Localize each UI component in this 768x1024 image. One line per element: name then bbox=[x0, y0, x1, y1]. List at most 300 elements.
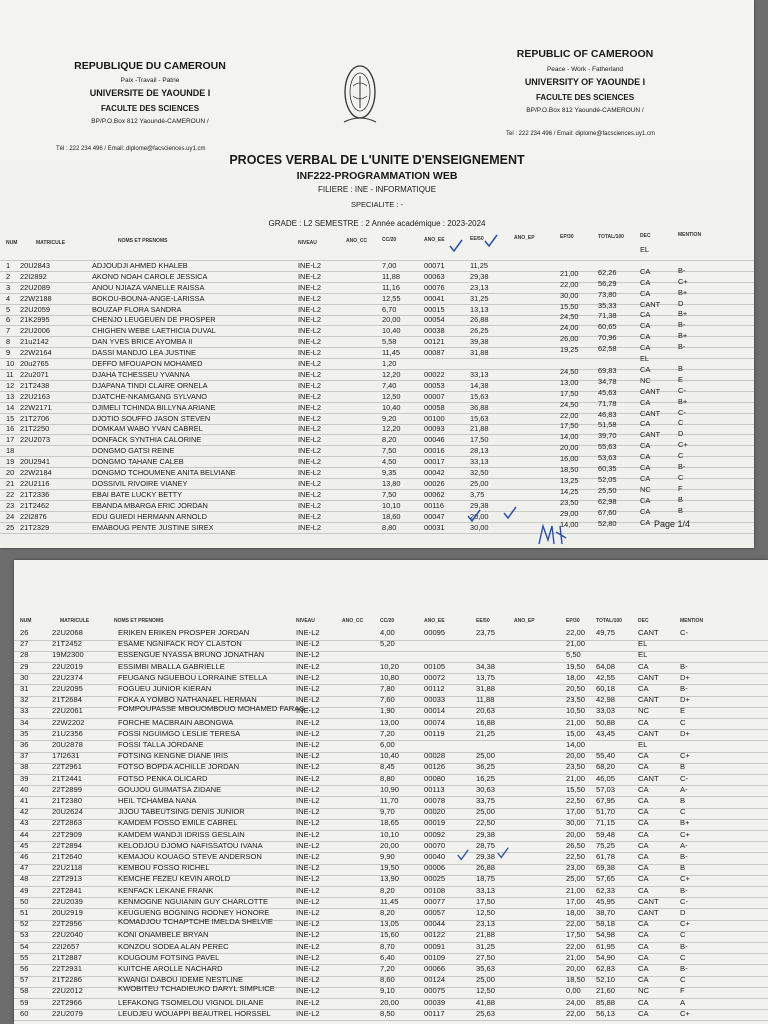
row-number: 55 bbox=[20, 952, 29, 962]
ano-ee-cell: 00119 bbox=[424, 728, 445, 738]
niveau-cell: INE-L2 bbox=[296, 997, 320, 1007]
ep-score-cell: 20,00 bbox=[566, 751, 586, 761]
mention-cell: B- bbox=[680, 684, 688, 693]
student-name-cell: KEMAJOU KOUAGO STEVE ANDERSON bbox=[118, 852, 262, 861]
decision-cell: CA bbox=[638, 874, 649, 884]
ano-ee-cell: 00093 bbox=[424, 424, 445, 434]
total-score-cell: 60,65 bbox=[598, 322, 617, 332]
decision-cell: CA bbox=[638, 930, 649, 940]
mention-cell: B bbox=[678, 494, 683, 504]
ep-score-cell: 21,00 bbox=[566, 952, 586, 962]
total-score-cell: 71,15 bbox=[596, 818, 616, 828]
ee-score-cell: 15,63 bbox=[470, 391, 489, 401]
ee-score-cell: 17,50 bbox=[470, 435, 489, 445]
decision-cell: CA bbox=[638, 997, 649, 1007]
left-country: REPUBLIQUE DU CAMEROUN bbox=[74, 60, 226, 72]
row-number: 29 bbox=[20, 661, 29, 671]
decision-cell: CA bbox=[638, 964, 649, 973]
header-num: NUM bbox=[20, 618, 32, 624]
ee-score-cell: 21,88 bbox=[470, 424, 489, 434]
niveau-cell: INE-L2 bbox=[296, 975, 320, 985]
cc-score-cell: 11,45 bbox=[382, 348, 400, 358]
row-number: 13 bbox=[6, 391, 15, 401]
decision-cell: CA bbox=[640, 343, 651, 353]
matricule-cell: 21T2887 bbox=[52, 952, 82, 962]
ep-score-cell: 13,25 bbox=[560, 475, 579, 485]
grade-line: GRADE : L2 SEMESTRE : 2 Année académique : 2023-2024 bbox=[268, 219, 486, 228]
ano-ee-cell: 00066 bbox=[424, 964, 446, 973]
mention-cell: B- bbox=[680, 964, 688, 973]
ano-ee-cell: 00057 bbox=[424, 908, 446, 917]
right-faculty: FACULTE DES SCIENCES bbox=[535, 92, 635, 102]
niveau-cell: INE-L2 bbox=[296, 941, 320, 951]
mention-cell: C bbox=[678, 451, 684, 461]
total-score-cell: 50,88 bbox=[596, 717, 616, 727]
row-number: 58 bbox=[20, 986, 29, 996]
total-score-cell: 61,95 bbox=[596, 941, 616, 951]
mention-cell: B- bbox=[680, 661, 688, 671]
student-name-cell: AKONO NOAH CAROLE JESSICA bbox=[92, 271, 208, 281]
total-score-cell: 51,58 bbox=[598, 420, 617, 430]
total-score-cell: 56,29 bbox=[598, 278, 617, 288]
matricule-cell: 21U2356 bbox=[52, 728, 83, 738]
mention-cell: C+ bbox=[680, 874, 690, 884]
niveau-cell: INE-L2 bbox=[296, 1008, 320, 1018]
right-university: UNIVERSITY OF YAOUNDE I bbox=[524, 77, 646, 88]
ano-ee-cell: 00014 bbox=[424, 706, 446, 716]
decision-cell: CA bbox=[640, 495, 651, 505]
ee-score-cell: 12,50 bbox=[476, 986, 496, 996]
decision-cell: CA bbox=[640, 277, 651, 287]
niveau-cell: INE-L2 bbox=[296, 650, 320, 660]
total-score-cell: 53,63 bbox=[598, 453, 617, 463]
ep-score-cell: 14,00 bbox=[560, 432, 579, 442]
cc-score-cell: 8,20 bbox=[380, 885, 395, 895]
decision-cell: CANT bbox=[638, 728, 659, 738]
ee-score-cell: 36,25 bbox=[476, 762, 496, 772]
ano-ee-cell: 00092 bbox=[424, 829, 446, 839]
ee-score-cell: 11,25 bbox=[470, 260, 488, 270]
row-number: 27 bbox=[20, 639, 29, 649]
cc-score-cell: 8,20 bbox=[382, 435, 397, 445]
total-score-cell: 55,63 bbox=[598, 442, 617, 452]
ano-ee-cell: 00095 bbox=[424, 628, 446, 637]
ee-score-cell: 13,13 bbox=[470, 304, 489, 314]
ee-score-cell: 25,00 bbox=[476, 751, 496, 761]
cc-score-cell: 10,10 bbox=[382, 500, 401, 510]
cc-score-cell: 10,40 bbox=[380, 751, 400, 761]
row-number: 60 bbox=[20, 1008, 29, 1018]
mention-cell: C+ bbox=[680, 1008, 690, 1018]
mention-cell: B- bbox=[680, 941, 688, 951]
student-name-cell: BOUZAP FLORA SANDRA bbox=[92, 304, 182, 314]
matricule-cell: 22T2841 bbox=[52, 885, 82, 895]
mention-cell: B+ bbox=[678, 287, 688, 297]
ep-score-cell: 14,00 bbox=[566, 740, 586, 749]
row-number: 23 bbox=[6, 500, 15, 510]
ano-ee-cell: 00039 bbox=[424, 997, 446, 1007]
mention-cell: B- bbox=[678, 320, 686, 330]
ano-ee-cell: 00058 bbox=[424, 402, 445, 412]
ee-score-cell: 11,88 bbox=[476, 695, 495, 705]
cc-score-cell: 18,65 bbox=[380, 818, 400, 828]
mention-cell: C- bbox=[680, 896, 689, 906]
ano-ee-cell: 00031 bbox=[424, 522, 445, 532]
decision-cell: CA bbox=[638, 762, 649, 772]
course-title: INF222-PROGRAMMATION WEB bbox=[296, 170, 458, 182]
student-name-cell: ESSENGUE NYASSA BRUNO JONATHAN bbox=[118, 650, 265, 660]
ano-ee-cell: 00109 bbox=[424, 952, 446, 962]
ee-score-cell: 12,50 bbox=[476, 908, 496, 917]
mention-cell: A- bbox=[680, 840, 688, 850]
matricule-cell: 22U2040 bbox=[52, 930, 83, 940]
cc-score-cell: 8,60 bbox=[380, 975, 395, 985]
student-name-cell: ERIKEN ERIKEN PROSPER JORDAN bbox=[118, 628, 250, 637]
student-name-cell: KAMDEM FOSSO EMILE CABREL bbox=[118, 818, 238, 828]
ep-score-cell: 21,00 bbox=[560, 268, 579, 278]
decision-cell: NC bbox=[638, 706, 649, 716]
checkmark-icon bbox=[456, 848, 470, 862]
niveau-cell: INE-L2 bbox=[296, 829, 320, 839]
ano-ee-cell: 00124 bbox=[424, 975, 446, 985]
matricule-cell: 21K2995 bbox=[20, 315, 50, 325]
student-name-cell: ESAME NGNIFACK ROY CLASTON bbox=[118, 639, 242, 649]
decision-cell: CA bbox=[640, 473, 651, 483]
ee-score-cell: 18,75 bbox=[476, 874, 496, 884]
ee-score-cell: 16,88 bbox=[476, 717, 496, 727]
ano-ee-cell: 00006 bbox=[424, 863, 446, 873]
total-score-cell: 51,70 bbox=[596, 807, 616, 817]
matricule-cell: 22U2095 bbox=[52, 684, 83, 693]
niveau-cell: INE-L2 bbox=[296, 986, 320, 996]
specialite-line: SPECIALITE : - bbox=[350, 200, 404, 209]
matricule-cell: 22U2019 bbox=[52, 661, 83, 671]
header-name: NOMS ET PRENOMS bbox=[118, 238, 168, 244]
row-number: 5 bbox=[6, 304, 11, 314]
matricule-cell: 22U2006 bbox=[20, 326, 50, 336]
ano-ee-cell: 00117 bbox=[424, 1008, 445, 1018]
decision-cell: CA bbox=[638, 796, 649, 805]
matricule-cell: 22T2909 bbox=[52, 829, 82, 839]
filiere-line: FILIERE : INE - INFORMATIQUE bbox=[317, 185, 437, 194]
row-number: 12 bbox=[6, 380, 15, 390]
total-score-cell: 58,18 bbox=[596, 919, 616, 929]
mention-cell: D bbox=[678, 298, 684, 308]
row-number: 39 bbox=[20, 773, 29, 783]
ee-score-cell: 29,38 bbox=[470, 500, 489, 510]
matricule-cell: 21T2250 bbox=[20, 424, 50, 434]
niveau-cell: INE-L2 bbox=[296, 740, 320, 749]
matricule-cell: 21T2441 bbox=[52, 773, 82, 783]
matricule-cell: 20U2624 bbox=[52, 807, 83, 817]
ano-ee-cell: 00015 bbox=[424, 304, 445, 314]
total-score-cell: 75,25 bbox=[596, 840, 616, 850]
student-name-cell: KWOBITEU TCHADIEUKO DARYL SIMPLICE bbox=[118, 985, 275, 994]
matricule-cell: 22I2892 bbox=[20, 271, 47, 281]
decision-cell: CA bbox=[638, 975, 649, 985]
matricule-cell: 20U2941 bbox=[20, 457, 50, 467]
ep-score-cell: 23,50 bbox=[560, 497, 579, 507]
ee-score-cell: 26,25 bbox=[470, 326, 489, 336]
total-score-cell: 55,40 bbox=[596, 751, 616, 761]
decision-cell: EL bbox=[638, 740, 648, 749]
header-name: NOMS ET PRENOMS bbox=[114, 618, 164, 624]
ee-score-cell: 29,38 bbox=[476, 829, 496, 839]
niveau-cell: INE-L2 bbox=[296, 628, 320, 637]
cc-score-cell: 10,20 bbox=[380, 661, 400, 671]
cc-score-cell: 7,50 bbox=[382, 446, 397, 456]
niveau-cell: INE-L2 bbox=[296, 952, 320, 962]
header-cc: CC/20 bbox=[382, 237, 397, 243]
total-score-cell: 62,58 bbox=[598, 344, 617, 354]
student-name-cell: KEUGUENG BOGNING RODNEY HONORE bbox=[118, 908, 270, 917]
cc-score-cell: 12,20 bbox=[382, 369, 401, 379]
ee-score-cell: 15,63 bbox=[470, 413, 489, 423]
decision-cell: EL bbox=[638, 639, 648, 649]
decision-cell: CA bbox=[640, 419, 651, 429]
ee-score-cell: 14,38 bbox=[470, 380, 489, 390]
total-score-cell: 62,83 bbox=[596, 964, 616, 973]
row-number: 46 bbox=[20, 852, 29, 861]
matricule-cell: 22T2966 bbox=[52, 997, 82, 1007]
niveau-cell: INE-L2 bbox=[298, 511, 322, 521]
left-faculty: FACULTE DES SCIENCES bbox=[100, 103, 200, 113]
header-mention: MENTION bbox=[678, 232, 702, 238]
ep-score-cell: 20,50 bbox=[566, 684, 586, 693]
total-score-cell: 54,90 bbox=[596, 952, 616, 962]
matricule-cell: 22U2039 bbox=[52, 896, 83, 906]
mention-cell: C+ bbox=[680, 751, 690, 761]
ano-ee-cell: 00028 bbox=[424, 751, 446, 761]
ep-score-cell: 5,50 bbox=[566, 650, 581, 660]
header-dec: DEC bbox=[638, 618, 649, 624]
niveau-cell: INE-L2 bbox=[296, 728, 320, 738]
ep-score-cell: 21,00 bbox=[566, 773, 586, 783]
mention-cell: F bbox=[680, 986, 685, 996]
ep-score-cell: 24,00 bbox=[560, 323, 579, 333]
row-number: 45 bbox=[20, 840, 29, 850]
ep-score-cell: 18,50 bbox=[566, 975, 586, 985]
header-matricule: MATRICULE bbox=[36, 240, 66, 246]
student-name-cell: ADJOUDJI AHMED KHALEB bbox=[92, 260, 188, 270]
row-number: 21 bbox=[6, 478, 15, 488]
row-number: 57 bbox=[20, 975, 29, 985]
ano-ee-cell: 00026 bbox=[424, 478, 445, 488]
ano-ee-cell: 00072 bbox=[424, 672, 446, 682]
total-score-cell: 45,63 bbox=[598, 387, 617, 397]
ano-ee-cell: 00071 bbox=[424, 260, 445, 270]
ep-score-cell: 21,00 bbox=[566, 639, 586, 649]
ee-score-cell: 31,25 bbox=[476, 941, 496, 951]
ep-score-cell: 21,00 bbox=[566, 717, 586, 727]
niveau-cell: INE-L2 bbox=[296, 784, 320, 794]
ee-score-cell: 33,13 bbox=[470, 369, 489, 379]
niveau-cell: INE-L2 bbox=[298, 359, 322, 368]
ano-ee-cell: 00074 bbox=[424, 717, 446, 727]
decision-cell: CA bbox=[638, 784, 649, 794]
ep-score-cell: 20,00 bbox=[566, 829, 586, 839]
row-number: 38 bbox=[20, 762, 29, 772]
cc-score-cell: 10,40 bbox=[382, 326, 401, 336]
niveau-cell: INE-L2 bbox=[296, 919, 320, 929]
decision-cell: NC bbox=[640, 484, 651, 494]
decision-cell: CA bbox=[638, 717, 649, 727]
ep-score-cell: 23,00 bbox=[566, 863, 586, 873]
row-number: 31 bbox=[20, 684, 29, 693]
total-score-cell: 56,13 bbox=[596, 1008, 616, 1018]
student-name-cell: LEFAKONG TSOMELOU VIGNOL DILANE bbox=[118, 997, 264, 1007]
matricule-cell: 22U2073 bbox=[20, 435, 50, 445]
cc-score-cell: 20,00 bbox=[382, 315, 401, 325]
right-motto: Peace - Work - Fatherland bbox=[546, 66, 624, 74]
total-score-cell: 46,05 bbox=[596, 773, 616, 783]
header-ep: EP/30 bbox=[560, 234, 574, 240]
ep-score-cell: 15,50 bbox=[560, 301, 579, 311]
cc-score-cell: 13,00 bbox=[380, 717, 400, 727]
student-name-cell: FOGUEU JUNIOR KIERAN bbox=[118, 684, 212, 693]
ano-ee-cell: 00063 bbox=[424, 271, 445, 281]
row-number: 17 bbox=[6, 435, 15, 445]
row-number: 47 bbox=[20, 863, 29, 873]
decision-cell: CANT bbox=[638, 695, 659, 705]
ano-ee-cell: 00108 bbox=[424, 885, 446, 895]
row-number: 7 bbox=[6, 326, 11, 336]
matricule-cell: 22T2899 bbox=[52, 784, 82, 794]
header-ano-ee: ANO_EE bbox=[424, 618, 445, 624]
mention-cell: D+ bbox=[680, 695, 690, 705]
student-name-cell: DAN YVES BRICE AYOMBA II bbox=[92, 337, 193, 347]
niveau-cell: INE-L2 bbox=[296, 885, 320, 895]
niveau-cell: INE-L2 bbox=[298, 457, 322, 467]
ano-ee-cell: 00019 bbox=[424, 818, 446, 828]
row-number: 10 bbox=[6, 359, 15, 368]
header-niveau: NIVEAU bbox=[298, 240, 317, 246]
cc-score-cell: 1,90 bbox=[380, 706, 395, 716]
student-name-cell: CHENJO LEUGEUEN DE PROSPER bbox=[92, 315, 216, 325]
row-number: 9 bbox=[6, 348, 11, 358]
mention-cell: B+ bbox=[678, 396, 688, 406]
student-name-cell: EBAI BATE LUCKY BETTY bbox=[92, 489, 183, 499]
ep-score-cell: 13,00 bbox=[560, 377, 579, 387]
header-matricule: MATRICULE bbox=[60, 618, 90, 624]
ep-score-cell: 26,00 bbox=[560, 334, 579, 344]
niveau-cell: INE-L2 bbox=[298, 424, 322, 434]
total-score-cell: 39,70 bbox=[598, 431, 617, 441]
decision-cell: CA bbox=[638, 840, 649, 850]
cc-score-cell: 4,00 bbox=[380, 628, 395, 637]
decision-cell: CA bbox=[638, 941, 649, 951]
niveau-cell: INE-L2 bbox=[298, 348, 322, 358]
cc-score-cell: 15,60 bbox=[380, 930, 400, 940]
row-number: 40 bbox=[20, 784, 29, 794]
niveau-cell: INE-L2 bbox=[298, 522, 322, 532]
total-score-cell: 62,98 bbox=[598, 496, 617, 506]
mention-cell: C bbox=[678, 418, 684, 428]
total-score-cell: 43,45 bbox=[596, 728, 616, 738]
decision-cell: CA bbox=[640, 397, 651, 407]
ano-ee-cell: 00105 bbox=[424, 661, 446, 671]
decision-cell: CA bbox=[638, 829, 649, 839]
row-number: 44 bbox=[20, 829, 29, 839]
mention-cell: C+ bbox=[678, 276, 688, 286]
matricule-cell: 22U2079 bbox=[52, 1008, 83, 1018]
cc-score-cell: 10,40 bbox=[382, 402, 401, 412]
decision-cell: CA bbox=[640, 332, 651, 342]
total-score-cell: 60,35 bbox=[598, 464, 617, 473]
cc-score-cell: 12,55 bbox=[382, 293, 401, 303]
mention-cell: B- bbox=[678, 265, 686, 275]
total-score-cell: 60,18 bbox=[596, 684, 616, 693]
total-score-cell: 52,80 bbox=[598, 518, 617, 528]
decision-cell: CA bbox=[638, 919, 649, 929]
ano-ee-cell: 00053 bbox=[424, 380, 445, 390]
right-address: BP/P.O.Box 812 Yaoundé-CAMEROUN / bbox=[526, 106, 644, 114]
matricule-cell: 22I2876 bbox=[20, 511, 47, 521]
page-2 bbox=[14, 560, 768, 1024]
student-name-cell: FOTSING KENGNE DIANE IRIS bbox=[118, 751, 229, 761]
matricule-cell: 21T2336 bbox=[20, 489, 50, 499]
ano-ee-cell: 00054 bbox=[424, 315, 445, 325]
decision-cell: CANT bbox=[638, 908, 659, 917]
student-name-cell: KOUGOUM FOTSING PAVEL bbox=[118, 952, 220, 962]
left-motto: Paix -Travail - Patrie bbox=[120, 77, 180, 85]
student-name-cell: DJAPANA TINDI CLAIRE ORNELA bbox=[92, 380, 208, 390]
cc-score-cell: 11,70 bbox=[380, 796, 399, 805]
student-name-cell: KEMBOU FOSSO RICHEL bbox=[118, 863, 210, 873]
decision-cell: CANT bbox=[640, 408, 661, 418]
total-score-cell: 62,33 bbox=[596, 885, 616, 895]
niveau-cell: INE-L2 bbox=[298, 402, 322, 412]
ep-score-cell: 22,00 bbox=[560, 279, 579, 289]
mention-cell: A bbox=[680, 997, 686, 1007]
decision-cell: CA bbox=[640, 266, 651, 276]
niveau-cell: INE-L2 bbox=[296, 908, 320, 917]
ep-score-cell: 24,50 bbox=[560, 366, 579, 376]
niveau-cell: INE-L2 bbox=[296, 863, 320, 873]
decision-cell: CA bbox=[640, 364, 651, 374]
ee-score-cell: 23,13 bbox=[476, 919, 496, 929]
decision-cell: CA bbox=[640, 441, 651, 451]
ano-ee-cell: 00022 bbox=[424, 369, 445, 379]
ep-score-cell: 30,00 bbox=[560, 290, 579, 300]
student-name-cell: DONFACK SYNTHIA CALORINE bbox=[92, 435, 202, 445]
row-number: 14 bbox=[6, 402, 15, 412]
matricule-cell: 20U2919 bbox=[52, 908, 83, 917]
ee-score-cell: 34,38 bbox=[476, 661, 496, 671]
niveau-cell: INE-L2 bbox=[296, 807, 320, 817]
cc-score-cell: 9,90 bbox=[380, 852, 395, 861]
student-name-cell: HEIL TCHAMBA NANA bbox=[118, 796, 197, 805]
mention-cell: D bbox=[680, 908, 686, 917]
student-name-cell: KONZOU SODEA ALAN PEREC bbox=[118, 941, 229, 951]
matricule-cell: 21T2438 bbox=[20, 380, 50, 390]
niveau-cell: INE-L2 bbox=[296, 874, 320, 884]
row-number: 43 bbox=[20, 818, 29, 828]
row-number: 15 bbox=[6, 413, 15, 423]
cc-score-cell: 13,90 bbox=[380, 874, 400, 884]
decision-cell: EL bbox=[640, 245, 650, 254]
niveau-cell: INE-L2 bbox=[296, 896, 320, 906]
niveau-cell: INE-L2 bbox=[298, 413, 322, 423]
cc-score-cell: 11,45 bbox=[380, 896, 399, 906]
ee-score-cell: 23,75 bbox=[476, 628, 496, 637]
row-number: 51 bbox=[20, 908, 29, 917]
left-address: BP/P.O.Box 812 Yaoundé-CAMEROUN / bbox=[91, 117, 209, 125]
ep-score-cell: 17,00 bbox=[566, 896, 586, 906]
total-score-cell: 69,83 bbox=[598, 365, 617, 375]
student-name-cell: DJAHA TCHESSEU YVANNA bbox=[92, 369, 190, 379]
student-name-cell: EMABOUG PENTE JUSTINE SIREX bbox=[92, 522, 214, 532]
